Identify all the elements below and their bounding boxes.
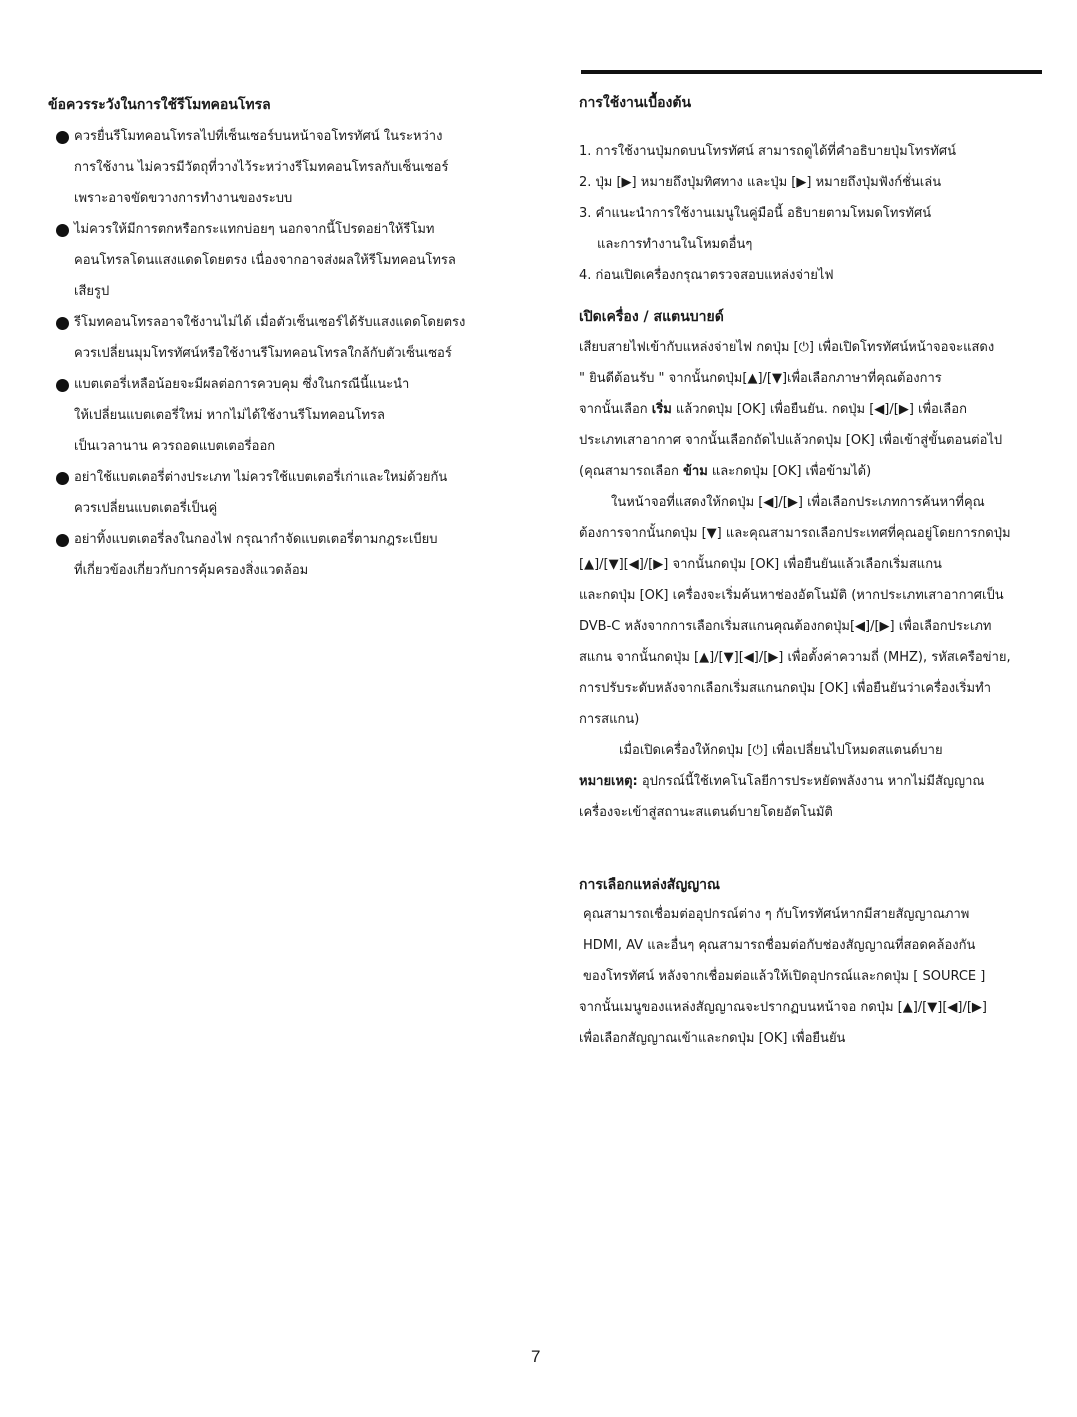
bullet-dot-icon	[56, 379, 69, 392]
bullet-line: รีโมทคอนโทรลอาจใช้งานไม่ได้ เมื่อตัวเซ็นเซอร์ได้รับแสงแดดโดยตรง	[74, 315, 466, 330]
bullet-dot-icon	[56, 317, 69, 330]
bullet-line: ควรยื่นรีโมทคอนโทรลไปที่เซ็นเซอร์บนหน้าจอโทรทัศน์ ในระหว่าง	[74, 129, 443, 144]
paragraph-line: การปรับระดับหลังจากเลือกเริ่มสแกนกดปุ่ม [OK] เพื่อยืนยันว่าเครื่องเริ่มทำ	[579, 681, 991, 696]
bullet-line: เพราะอาจขัดขวางการทำงานของระบบ	[74, 191, 293, 206]
paragraph-line: ของโทรทัศน์ หลังจากเชื่อมต่อแล้วให้เปิดอุปกรณ์และกดปุ่ม [ SOURCE ]	[583, 969, 986, 984]
remote-precautions-section	[48, 95, 518, 586]
bullet-line: ให้เปลี่ยนแบตเตอรี่ใหม่ หากไม่ได้ใช้งานรีโมทคอนโทรล	[74, 408, 385, 423]
bullet-line: ไม่ควรให้มีการตกหรือกระแทกบ่อยๆ นอกจากนี้โปรดอย่าให้รีโมท	[74, 222, 435, 237]
list-item: และการทำงานในโหมดอื่นๆ	[597, 237, 753, 252]
paragraph-line: ต้องการจากนั้นกดปุ่ม [▼] และคุณสามารถเลือกประเทศที่คุณอยู่โดยการกดปุ่ม	[579, 526, 1011, 541]
list-item: 4. ก่อนเปิดเครื่องกรุณาตรวจสอบแหล่งจ่ายไฟ	[579, 268, 834, 283]
section-heading: การใช้งานเบื้องต้น	[579, 95, 692, 111]
list-item: 2. ปุ่ม [▶] หมายถึงปุ่มทิศทาง และปุ่ม [▶] หมายถึงปุ่มฟังก์ชั่นเล่น	[579, 175, 942, 190]
bullet-item	[48, 214, 518, 307]
bullet-dot-icon	[56, 131, 69, 144]
section-heading: การเลือกแหล่งสัญญาณ	[579, 877, 721, 893]
paragraph-line: เพื่อเลือกสัญญาณเข้าและกดปุ่ม [OK] เพื่อยืนยัน	[579, 1031, 846, 1046]
bullet-item	[48, 462, 518, 524]
bullet-line: อย่าใช้แบตเตอรี่ต่างประเภท ไม่ควรใช้แบตเตอรี่เก่าและใหม่ด้วยกัน	[74, 470, 448, 485]
paragraph-line: และกดปุ่ม [OK] เครื่องจะเริ่มค้นหาช่องอัตโนมัติ (หากประเภทเสาอากาศเป็น	[579, 588, 1004, 603]
paragraph-line: เมื่อเปิดเครื่องให้กดปุ่ม [⏻] เพื่อเปลี่ยนไปโหมดสแตนด์บาย	[619, 743, 943, 758]
bullet-line: คอนโทรลโดนแสงแดดโดยตรง เนื่องจากอาจส่งผลให้รีโมทคอนโทรล	[74, 253, 456, 268]
bullet-item	[48, 524, 518, 586]
bullet-item	[48, 369, 518, 462]
bullet-line: ควรเปลี่ยนมุมโทรทัศน์หรือใช้งานรีโมทคอนโทรลใกล้กับตัวเซ็นเซอร์	[74, 346, 452, 361]
bullet-dot-icon	[56, 472, 69, 485]
header-rule	[581, 70, 1042, 74]
bullet-line: ควรเปลี่ยนแบตเตอรี่เป็นคู่	[74, 501, 218, 516]
paragraph-line: เสียบสายไฟเข้ากับแหล่งจ่ายไฟ กดปุ่ม [⏻] เพื่อเปิดโทรทัศน์หน้าจอจะแสดง	[579, 340, 995, 355]
list-item: 1. การใช้งานปุ่มกดบนโทรทัศน์ สามารถดูได้ที่คำอธิบายปุ่มโทรทัศน์	[579, 144, 956, 159]
bullet-list	[48, 121, 518, 586]
section-heading: ข้อควรระวังในการใช้รีโมทคอนโทรล	[48, 97, 271, 113]
paragraph-line: เครื่องจะเข้าสู่สถานะสแตนด์บายโดยอัตโนมัติ	[579, 805, 833, 820]
bullet-line: ที่เกี่ยวข้องเกี่ยวกับการคุ้มครองสิ่งแวดล้อม	[74, 563, 309, 578]
page-number: 7	[531, 1347, 541, 1366]
bullet-line: อย่าทิ้งแบตเตอรี่ลงในกองไฟ กรุณากำจัดแบตเตอรี่ตามกฎระเบียบ	[74, 532, 438, 547]
bullet-line: การใช้งาน ไม่ควรมีวัตถุที่วางไว้ระหว่างรีโมทคอนโทรลกับเซ็นเซอร์	[74, 160, 449, 175]
paragraph-line: การสแกน)	[579, 712, 640, 727]
paragraph-line: DVB-C หลังจากการเลือกเริ่มสแกนคุณต้องกดปุ่ม[◀]/[▶] เพื่อเลือกประเภท	[579, 619, 992, 634]
paragraph-line: [▲]/[▼][◀]/[▶] จากนั้นกดปุ่ม [OK] เพื่อยืนยันแล้วเลือกเริ่มสแกน	[579, 557, 942, 572]
section-heading: เปิดเครื่อง / สแตนบายด์	[579, 309, 724, 325]
paragraph-line: " ยินดีต้อนรับ " จากนั้นกดปุ่ม[▲]/[▼]เพื่อเลือกภาษาที่คุณต้องการ	[579, 371, 942, 386]
list-item: 3. คำแนะนำการใช้งานเมนูในคู่มือนี้ อธิบายตามโหมดโทรทัศน์	[579, 206, 932, 221]
paragraph-line: จากนั้นเลือก เริ่ม แล้วกดปุ่ม [OK] เพื่อยืนยัน. กดปุ่ม [◀]/[▶] เพื่อเลือก	[579, 402, 967, 417]
paragraph-line: (คุณสามารถเลือก ข้าม และกดปุ่ม [OK] เพื่อข้ามได้)	[579, 464, 872, 479]
bullet-dot-icon	[56, 534, 69, 547]
bullet-item	[48, 121, 518, 214]
bullet-dot-icon	[56, 224, 69, 237]
note-label: หมายเหตุ:	[579, 774, 638, 789]
paragraph-line: คุณสามารถเชื่อมต่ออุปกรณ์ต่าง ๆ กับโทรทัศน์หากมีสายสัญญาณภาพ	[583, 907, 970, 922]
paragraph-line: สแกน จากนั้นกดปุ่ม [▲]/[▼][◀]/[▶] เพื่อตั้งค่าความถี่ (MHZ), รหัสเครือข่าย,	[579, 650, 1011, 665]
paragraph-line: จากนั้นเมนูของแหล่งสัญญาณจะปรากฏบนหน้าจอ กดปุ่ม [▲]/[▼][◀]/[▶]	[579, 1000, 987, 1015]
bullet-line: เสียรูป	[74, 284, 110, 299]
paragraph-line: ในหน้าจอที่แสดงให้กดปุ่ม [◀]/[▶] เพื่อเลือกประเภทการค้นหาที่คุณ	[611, 495, 985, 510]
note-line: หมายเหตุ: อุปกรณ์นี้ใช้เทคโนโลยีการประหยัดพลังงาน หากไม่มีสัญญาณ	[579, 774, 985, 789]
bullet-item	[48, 307, 518, 369]
paragraph-line: ประเภทเสาอากาศ จากนั้นเลือกถัดไปแล้วกดปุ่ม [OK] เพื่อเข้าสู่ขั้นตอนต่อไป	[579, 433, 1003, 448]
paragraph-line: HDMI, AV และอื่นๆ คุณสามารถชื่อมต่อกับช่องสัญญาณที่สอดคล้องกัน	[583, 938, 976, 953]
right-column	[579, 93, 1054, 1054]
bullet-line: เป็นเวลานาน ควรถอดแบตเตอรี่ออก	[74, 439, 276, 454]
bullet-line: แบตเตอรี่เหลือน้อยจะมีผลต่อการควบคุม ซึ่งในกรณีนี้แนะนำ	[74, 377, 410, 392]
